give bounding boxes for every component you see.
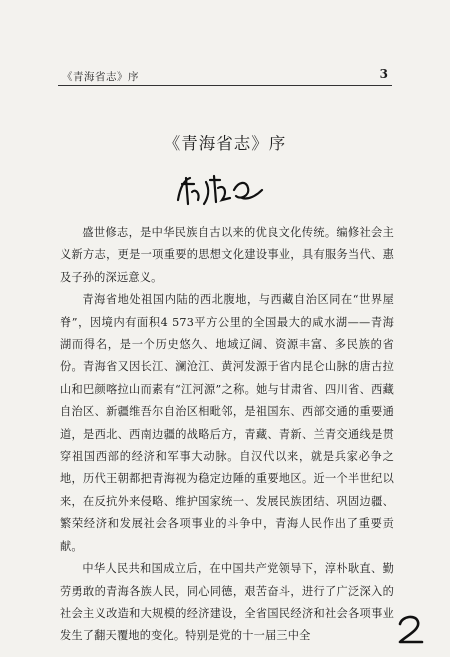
- paragraph: 青海省地处祖国内陆的西北腹地，与西藏自治区同在“世界屋脊”，因境内有面积4 573平方公里的全国最大的咸水湖——青海湖而得名，是一个历史悠久、地域辽阔、资源丰富、多民族的省份。青海省又因长江、澜沧江、黄河发源于省内昆仑山脉的唐古拉山和巴颜喀拉山而素有“江河源”之称。她与甘肃省、四川省、西藏自治区、新疆维吾尔自治区相毗邻，是祖国东、西部交通的重要通道，是西北、西南边疆的战略后方，青藏、青新、兰青交通线是贯穿祖国西部的经济和军事大动脉。自汉代以来，就是兵家必争之地，历代王朝都把青海视为稳定边陲的重要地区。近一个半世纪以来，在反抗外来侵略、维护国家统一、发展民族团结、巩固边疆、繁荣经济和发展社会各项事业的斗争中，青海人民作出了重要贡献。: [60, 293, 394, 553]
- header-rule: [58, 85, 392, 86]
- page-title: 《青海省志》序: [163, 134, 287, 153]
- paragraph: 盛世修志，是中华民族自古以来的优良文化传统。编修社会主义新方志，更是一项重要的思想文化建设事业，具有服务当代、惠及子孙的深远意义。: [60, 226, 394, 284]
- running-header: 《青海省志》序: [62, 71, 139, 83]
- page-number: 3: [379, 67, 388, 81]
- handwritten-signature: [170, 170, 270, 210]
- paragraph: 中华人民共和国成立后，在中国共产党领导下，淳朴耿直、勤劳勇敢的青海各族人民，同心同德，艰苦奋斗，进行了广泛深入的社会主义改造和大规模的经济建设，全省国民经济和社会各项事业发生了翻天覆地的变化。特别是党的十一届三中全: [60, 562, 394, 643]
- body-text: [60, 222, 394, 648]
- handwritten-page-mark: [392, 612, 428, 648]
